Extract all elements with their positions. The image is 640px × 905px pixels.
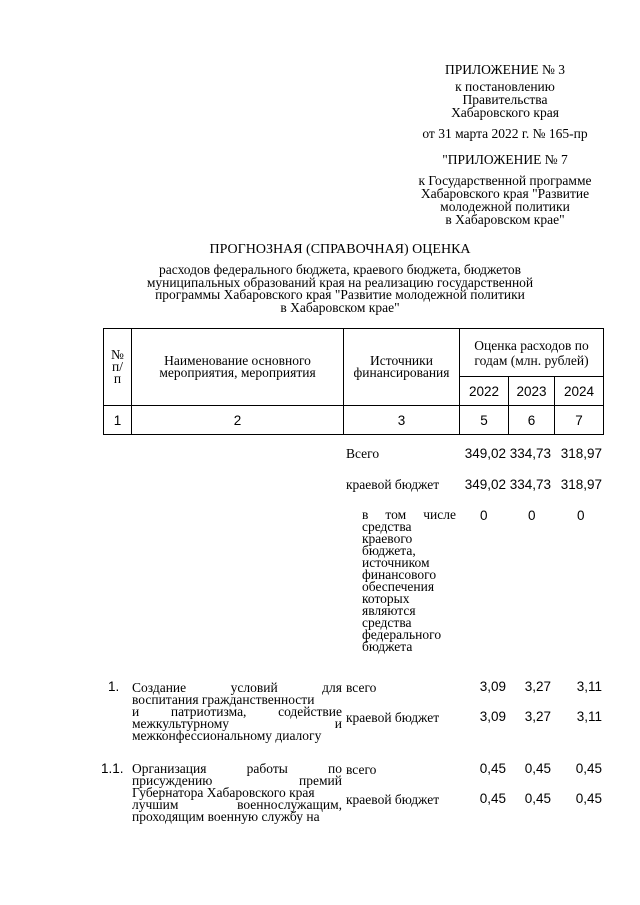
appendix-3-line: Правительства: [462, 92, 548, 107]
header-number-text: п/: [112, 359, 123, 374]
header-number-text: №: [111, 347, 124, 362]
appendix-3-date: от 31 марта 2022 г. № 165-пр: [422, 126, 588, 141]
col-index-7: 7: [555, 406, 604, 435]
row-1-1-all-2022: 0,45: [479, 761, 506, 776]
word: премий: [299, 773, 342, 788]
header-estimate: [460, 329, 604, 377]
text-line: бюджета: [362, 639, 413, 654]
text-line: которых: [362, 591, 410, 606]
subtitle-line: муниципальных образований края на реализацию государственной: [146, 274, 534, 290]
total-regional-2023: 334,73: [509, 477, 551, 492]
row-1-1-regional-2023: 0,45: [524, 791, 551, 806]
total-value-2022: 349,02: [464, 446, 506, 461]
row-1-1-number: 1.1.: [101, 761, 124, 776]
text-line: обеспечения: [362, 579, 435, 594]
row-1-source-all: всего: [346, 680, 377, 695]
row-1-1-source-regional: краевой бюджет: [346, 792, 440, 807]
header-source-text: Источники: [370, 353, 433, 368]
header-number-text: п: [113, 371, 122, 386]
text-line: краевого: [362, 531, 413, 546]
word: работы: [246, 761, 288, 776]
header-name-text: Наименование основного: [164, 353, 311, 368]
header-estimate-text: годам (млн. рублей): [474, 352, 589, 368]
subtitle-line: расходов федерального бюджета, краевого бюджета, бюджетов: [159, 262, 521, 277]
header-name-text: мероприятия, мероприятия: [159, 365, 316, 380]
row-1-regional-2023: 3,27: [524, 709, 551, 724]
word: лучшим: [132, 797, 179, 812]
row-1-all-2023: 3,27: [524, 679, 551, 694]
text-line: являются: [362, 603, 416, 618]
row-1-1-regional-2022: 0,45: [479, 791, 506, 806]
total-federal-2022: 0: [480, 508, 488, 523]
row-1-name-line: воспитания гражданственности: [132, 692, 315, 707]
appendix-7-line: Хабаровского края "Развитие: [420, 186, 590, 201]
word: по: [328, 761, 342, 776]
appendix-7-line: в Хабаровском крае": [445, 212, 565, 227]
header-estimate-text: Оценка расходов по: [474, 337, 589, 353]
col-index-1: 1: [104, 406, 132, 435]
total-value-2024: 318,97: [560, 446, 602, 461]
appendix-7-title: "ПРИЛОЖЕНИЕ № 7: [442, 152, 568, 167]
text-line: федерального: [362, 627, 442, 642]
row-1-1-source-all: всего: [346, 762, 377, 777]
estimate-table-header: [103, 328, 604, 435]
word: том: [385, 507, 407, 522]
row-1-1-name-line: проходящим военную службу на: [132, 809, 320, 824]
appendix-7-line: молодежной политики: [440, 199, 570, 214]
document-title: ПРОГНОЗНАЯ (СПРАВОЧНАЯ) ОЦЕНКА: [209, 242, 471, 257]
header-year-2023: 2023: [509, 377, 555, 406]
word: Организация: [132, 761, 207, 776]
total-value-2023: 334,73: [509, 446, 551, 461]
row-1-name-line: межконфессиональному диалогу: [132, 728, 322, 743]
header-source-text: финансирования: [353, 365, 450, 380]
total-source-all: Всего: [346, 446, 380, 461]
subtitle-line: программы Хабаровского края "Развитие молодежной политики: [155, 287, 525, 302]
document-subtitle: [100, 264, 580, 314]
text-line: источником: [362, 555, 430, 570]
appendix-3-line: Хабаровского края: [451, 105, 559, 120]
appendix-7-block: [400, 153, 610, 226]
header-number: [104, 329, 132, 406]
word: патриотизма,: [170, 704, 247, 719]
col-index-2: 2: [132, 406, 344, 435]
text-line: средства: [362, 519, 412, 534]
word: для: [322, 680, 342, 695]
appendix-7-line: к Государственной программе: [418, 173, 592, 188]
row-1-1-name-line: Губернатора Хабаровского края: [132, 785, 315, 800]
total-federal-2024: 0: [577, 508, 585, 523]
total-regional-2022: 349,02: [464, 477, 506, 492]
word: условий: [230, 680, 278, 695]
col-index-6: 6: [509, 406, 555, 435]
header-year-2022: 2022: [460, 377, 509, 406]
row-1-source-regional: краевой бюджет: [346, 710, 440, 725]
word: содействие: [278, 704, 342, 719]
header-source: [344, 329, 460, 406]
word: в: [362, 507, 369, 522]
row-1-regional-2022: 3,09: [479, 709, 506, 724]
row-1-1-regional-2024: 0,45: [575, 791, 602, 806]
word: числе: [423, 507, 456, 522]
row-1-all-2022: 3,09: [479, 679, 506, 694]
text-line: финансового: [362, 567, 437, 582]
appendix-3-block: [400, 63, 610, 140]
header-year-2024: 2024: [555, 377, 604, 406]
col-index-5: 5: [460, 406, 509, 435]
word: военнослужащим,: [237, 797, 342, 812]
row-1-regional-2024: 3,11: [576, 709, 602, 724]
text-line: бюджета,: [362, 543, 416, 558]
total-regional-2024: 318,97: [560, 477, 602, 492]
row-1-1-all-2023: 0,45: [524, 761, 551, 776]
total-source-regional: краевой бюджет: [346, 477, 440, 492]
total-federal-2023: 0: [528, 508, 536, 523]
word: присуждению: [132, 773, 213, 788]
word: и: [132, 704, 140, 719]
appendix-3-line: к постановлению: [455, 79, 555, 94]
word: Создание: [132, 680, 187, 695]
word: и: [334, 716, 342, 731]
appendix-3-title: ПРИЛОЖЕНИЕ № 3: [444, 62, 566, 77]
col-index-3: 3: [344, 406, 460, 435]
row-1-number: 1.: [108, 679, 120, 694]
subtitle-line: в Хабаровском крае": [280, 299, 400, 315]
word: межкультурному: [132, 716, 229, 731]
row-1-1-all-2024: 0,45: [575, 761, 602, 776]
text-line: средства: [362, 615, 412, 630]
row-1-all-2024: 3,11: [576, 679, 602, 694]
header-name: [132, 329, 344, 406]
total-including-text: [362, 521, 441, 653]
